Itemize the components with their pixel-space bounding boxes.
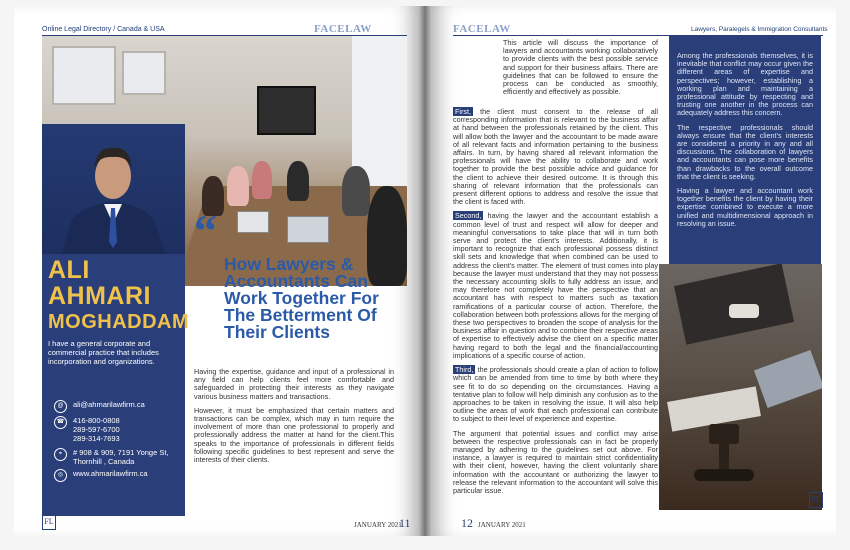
lawyer-bio: I have a general corporate and commercial practice that includes incorporation and organizations. [48,339,159,366]
right-intro: This article will discuss the importance of lawyers and accountants working collaboratively to provide clients with the best possible service and support for their business affairs. There are guidelines that can be followed to ensure the process can be conducted as smoothly, efficiently and effectively as possible. [503,38,658,97]
callout-text [677,52,813,234]
third-text: the professionals should create a plan of action to follow which can be amended from time to time by both where they see fit to do so depending on the circumstances. Having a tentative plan to follow will help diminish any confusion as to the approaches to be taken in resolving the issue. It will also help outline the areas of work that each professional can contribute to subject to their level of experience and expertise. [453,365,658,424]
address-line-1: # 908 & 909, 7191 Yonge St, [73,448,169,457]
main-text-column [453,108,658,501]
website-row [54,469,148,482]
lawyer-portrait [42,124,185,254]
first-text: the client must consent to the release of all corresponding information that is relevant to the business affair at hand between the professionals retained by the client. This will allow both the lawyer and the accountant to be made aware of all relevant facts and information pertaining to the business affairs. In turn, by having shared all relevant information the professionals will have the ability to collaborate and work together to provide the best possible advice and guidance for the client to achieve their desired outcome. It is through this sharing of relevant information that the professionals can present different options to address and resolve the issue that the client is faced with. [453,107,658,207]
lawyer-first-name: ALI [48,256,90,284]
intro-paragraph-1: Having the expertise, guidance and input of a professional in any field can help clients feel more comfortable and safeguarded in protecting their interests as they navigate various business matters and transactions. [194,367,394,401]
callout-paragraph-1: Among the professionals themselves, it is inevitable that conflict may occur given the different areas of expertise and perspectives; however, establishing a working plan and maintaining a professional attitude by respecting and trusting one another in the process can adequately address this concern. [677,51,813,118]
phone-row [54,416,120,443]
email-link[interactable]: ali@ahmarilawfirm.ca [73,400,145,409]
second-point [453,212,658,360]
right-header: Lawyers, Paralegels & Immigration Consultants [691,26,828,33]
globe-icon: ◎ [54,469,67,482]
facelaw-monogram-icon-right: FL [809,492,823,508]
quote-mark-icon: “ [194,205,217,256]
lawyer-middle-name: AHMARI [48,282,151,310]
magazine-spread [14,6,836,536]
location-pin-icon: ⌖ [54,448,67,461]
address-row [54,448,169,466]
article-title: How Lawyers & Accountants Can Work Together For The Betterment Of Their Clients [224,254,379,342]
book-gutter [419,6,431,536]
first-point [453,108,658,206]
sidebar-callout-box [669,36,821,264]
email-row [54,400,145,413]
lawyer-last-name: MOGHADDAM [48,311,190,333]
phone-number-2[interactable]: 289-597-6700 [73,425,120,434]
gavel-handshake-photo [659,264,822,510]
third-label: Third, [455,365,474,375]
second-label: Second, [455,211,482,221]
third-point [453,366,658,423]
closing-paragraph: The argument that potential issues and conflict may arise between the respective professionals can in fact be properly managed by adhering to the guidelines set out above. For instance, a lawyer is required to maintain strict confidentiality with their client, however, having the client voluntarily share information with the accountant or authorizing the lawyer to release the relevant information to the accountant will solve this particular issue. [453,428,658,495]
directory-header: Online Legal Directory / Canada & USA [42,26,165,33]
website-link[interactable]: www.ahmarilawfirm.ca [73,469,148,478]
brand-logo: FACELAW [314,23,372,35]
folio-month: JANUARY 2021 [354,521,402,529]
facelaw-monogram-icon: FL [42,514,56,530]
brand-logo-right: FACELAW [453,23,511,35]
lawyer-profile-sidebar [42,124,190,516]
intro-paragraph-2: However, it must be emphasized that certain matters and transactions can be complex, which may in turn require the involvement of more than one professional to properly and professionally address the matter at hand for the client.This speaks to the importance of professionals in different fields following specific guidelines to best represent and serve the interests of their clients. [194,405,394,465]
phone-number-1[interactable]: 416-800-0808 [73,416,120,425]
intro-column [194,368,394,470]
page-number: 11 [399,516,411,530]
second-text: having the lawyer and the accountant establish a common level of trust and respect will allow for deeper and meaningful conversations to take place that will in turn both serve and protect the client’s interests. Additionally, it is important to recognize that each professional possess distinct skill sets and knowledge that when combined can be used to address the client’s matter. The element of trust comes into play because the lawyer must understand that they may not possess the necessary accounting skills to fully address an issue, and may therefore not completely have the perspective that an accountant has with respect to matters such as taxation ramifications of a particular course of action. Therefore, the collaboration between both professions allows for the merging of these two perspectives to broaden the scope of analysis for the business affair in question and to combine their respective areas of expertise to effectively advise the client on a specific matter having regard to both the legal and the financial/accounting implications of a specific course of action. [453,211,658,360]
address-line-2: Thornhill , Canada [73,457,135,466]
phone-icon: ☎ [54,416,67,429]
left-page [14,6,419,536]
email-icon: @ [54,400,67,413]
phone-number-3[interactable]: 289-314-7693 [73,434,120,443]
folio-month-right: JANUARY 2021 [478,521,526,529]
right-page [431,6,836,536]
first-label: First, [455,107,471,116]
callout-paragraph-3: Having a lawyer and accountant work together benefits the client by having their expertise combined to execute a more unified and multidimensional approach in resolving an issue. [677,186,813,228]
callout-paragraph-2: The respective professionals should always ensure that the client’s interests are considered a priority in any and all discussions. The collaboration of lawyers and accountants can pose more benefits than drawbacks to the overall outcome that the client is seeking. [677,122,813,181]
page-number-right: 12 [461,516,473,530]
